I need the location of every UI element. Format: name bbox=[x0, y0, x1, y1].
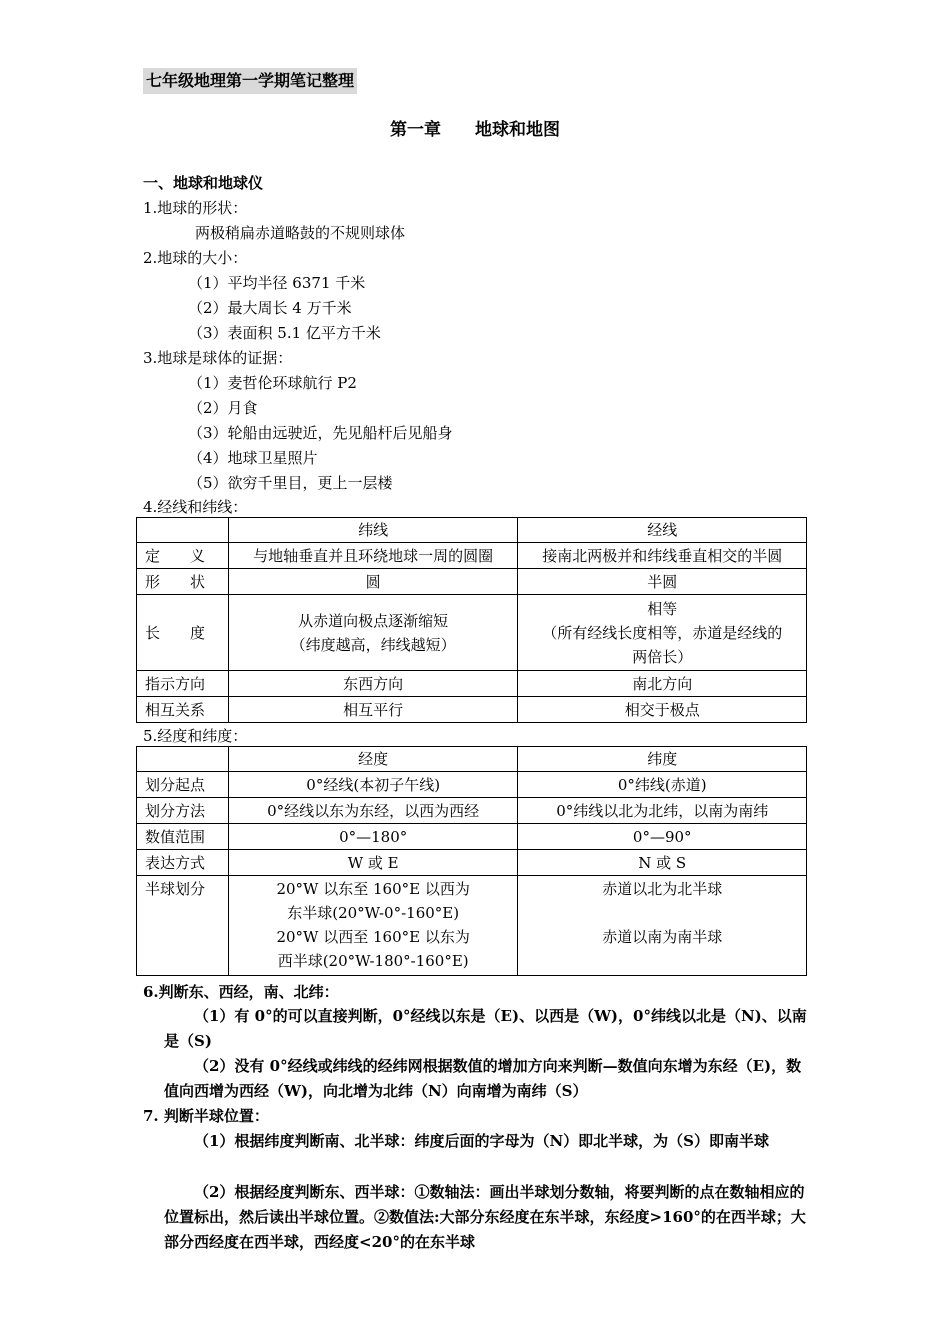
table-row bbox=[137, 876, 807, 976]
table1-heading: 4.经线和纬线： bbox=[143, 498, 248, 516]
size-heading: 2.地球的大小： bbox=[143, 249, 248, 267]
cell-line: （所有经线长度相等，赤道是经线的 bbox=[542, 623, 783, 642]
chapter-title: 地球和地图 bbox=[475, 120, 560, 140]
longitude-latitude-table bbox=[136, 746, 807, 976]
table-row bbox=[137, 747, 807, 772]
list-item: （4）地球卫星照片 bbox=[188, 449, 318, 467]
list-item: （3）轮船由远驶近，先见船杆后见船身 bbox=[188, 424, 453, 442]
table-row bbox=[137, 824, 807, 850]
table-cell: 东西方向 bbox=[228, 671, 518, 697]
table-cell: 与地轴垂直并且环绕地球一周的圆圈 bbox=[228, 543, 518, 569]
table-cell: 接南北两极并和纬线垂直相交的半圆 bbox=[518, 543, 807, 569]
cell-line: 从赤道向极点逐渐缩短 bbox=[298, 611, 449, 630]
table-header: 纬线 bbox=[228, 518, 518, 543]
table-cell: 0°—180° bbox=[228, 824, 518, 850]
row-label: 半球划分 bbox=[137, 876, 229, 976]
row-label: 指示方向 bbox=[137, 671, 229, 697]
table-row bbox=[137, 543, 807, 569]
table-row bbox=[137, 772, 807, 798]
cell-line: 东半球(20°W-0°-160°E) bbox=[287, 904, 460, 922]
table-row bbox=[137, 697, 807, 723]
row-label: 形 状 bbox=[137, 569, 229, 595]
document-title: 七年级地理第一学期笔记整理 bbox=[143, 68, 357, 94]
row-label: 划分起点 bbox=[137, 772, 229, 798]
evidence-heading: 3.地球是球体的证据： bbox=[143, 349, 293, 367]
cell-line: 20°W 以东至 160°E 以西为 bbox=[276, 880, 470, 898]
shape-heading: 1.地球的形状： bbox=[143, 199, 248, 217]
shape-text: 两极稍扁赤道略鼓的不规则球体 bbox=[195, 224, 406, 242]
table-row bbox=[137, 569, 807, 595]
cell-line: 20°W 以西至 160°E 以东为 bbox=[276, 928, 470, 946]
table-header: 经度 bbox=[228, 747, 518, 772]
chapter-heading bbox=[0, 118, 950, 142]
table-cell: 相互平行 bbox=[228, 697, 518, 723]
table-cell: 0°经线以东为东经，以西为西经 bbox=[228, 798, 518, 824]
list-item: （2）最大周长 4 万千米 bbox=[188, 299, 352, 317]
cell-line: 相等 bbox=[647, 599, 678, 618]
table-cell: 南北方向 bbox=[518, 671, 807, 697]
meridian-parallel-table bbox=[136, 517, 807, 723]
cell-line: 西半球(20°W-180°-160°E) bbox=[277, 952, 469, 970]
cell-line: （纬度越高，纬线越短） bbox=[290, 635, 456, 654]
section-heading: 一、地球和地球仪 bbox=[143, 174, 264, 192]
cell-line: 赤道以北为北半球 bbox=[602, 880, 723, 898]
judge-hemisphere-heading: 7. 判断半球位置： bbox=[143, 1107, 269, 1125]
row-label: 表达方式 bbox=[137, 850, 229, 876]
judge-ew-heading: 6.判断东、西经，南、北纬： bbox=[143, 983, 339, 1001]
table-cell bbox=[228, 595, 518, 671]
row-label: 长 度 bbox=[137, 595, 229, 671]
judge-hemisphere-paragraph-2: （2）根据经度判断东、西半球：①数轴法：画出半球划分数轴，将要判断的点在数轴相应的位置标出，然后读出半球位置。②数值法:大部分东经度在东半球，东经度>160°的在西半球；大部分西经度在西半球，西经度<20°的在东半球 bbox=[164, 1183, 806, 1251]
table-cell: 相交于极点 bbox=[518, 697, 807, 723]
judge-ew-paragraph-1: （1）有 0°的可以直接判断，0°经线以东是（E)、以西是（W)，0°纬线以北是（N)、以南是（S) bbox=[164, 1007, 807, 1050]
table-cell: 0°纬线以北为北纬，以南为南纬 bbox=[518, 798, 807, 824]
list-item: （5）欲穷千里目，更上一层楼 bbox=[188, 474, 393, 492]
table-row bbox=[137, 798, 807, 824]
table-cell: 0°经线(本初子午线) bbox=[228, 772, 518, 798]
table-cell bbox=[137, 747, 229, 772]
table-cell: 0°纬线(赤道) bbox=[518, 772, 807, 798]
judge-ew-paragraph-2: （2）没有 0°经线或纬线的经纬网根据数值的增加方向来判断—数值向东增为东经（E)，数值向西增为西经（W)，向北增为北纬（N）向南增为南纬（S） bbox=[164, 1057, 802, 1100]
cell-line: 赤道以南为南半球 bbox=[602, 928, 723, 946]
row-label: 数值范围 bbox=[137, 824, 229, 850]
list-item: （2）月食 bbox=[188, 399, 258, 417]
list-item: （3）表面积 5.1 亿平方千米 bbox=[188, 324, 381, 342]
table2-heading: 5.经度和纬度： bbox=[143, 727, 248, 745]
chapter-number: 第一章 bbox=[390, 120, 441, 140]
table-row bbox=[137, 518, 807, 543]
list-item: （1）平均半径 6371 千米 bbox=[188, 274, 366, 292]
row-label: 相互关系 bbox=[137, 697, 229, 723]
table-row bbox=[137, 671, 807, 697]
list-item: （1）麦哲伦环球航行 P2 bbox=[188, 374, 357, 392]
table-cell: N 或 S bbox=[518, 850, 807, 876]
table-row bbox=[137, 595, 807, 671]
table-cell bbox=[518, 876, 807, 976]
table-cell: W 或 E bbox=[228, 850, 518, 876]
table-cell: 半圆 bbox=[518, 569, 807, 595]
table-cell bbox=[518, 595, 807, 671]
row-label: 定 义 bbox=[137, 543, 229, 569]
table-row bbox=[137, 850, 807, 876]
table-cell bbox=[228, 876, 518, 976]
table-cell: 0°—90° bbox=[518, 824, 807, 850]
table-cell bbox=[137, 518, 229, 543]
table-cell: 圆 bbox=[228, 569, 518, 595]
table-header: 纬度 bbox=[518, 747, 807, 772]
row-label: 划分方法 bbox=[137, 798, 229, 824]
cell-line: 两倍长） bbox=[632, 647, 693, 666]
judge-hemisphere-paragraph-1: （1）根据纬度判断南、北半球：纬度后面的字母为（N）即北半球，为（S）即南半球 bbox=[194, 1132, 769, 1150]
table-header: 经线 bbox=[518, 518, 807, 543]
